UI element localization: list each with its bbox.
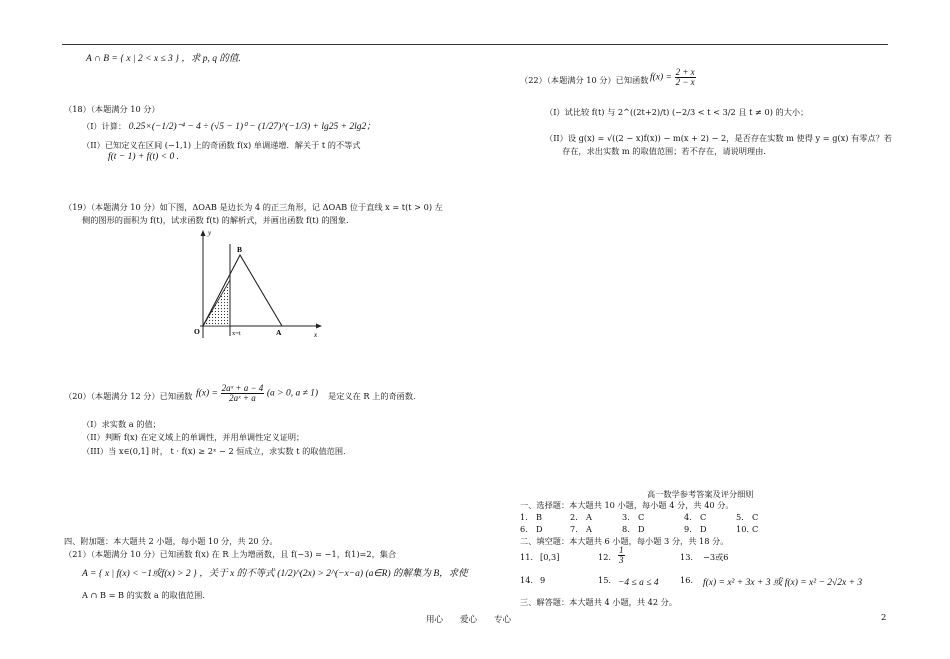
q20-func-lhs: f(x) =: [196, 388, 218, 399]
choice-number: 8.: [622, 524, 630, 534]
choice-number: 6.: [520, 524, 528, 534]
q20-fraction-denominator: 2aˣ + a: [229, 393, 256, 403]
choice-answer: D: [536, 524, 543, 534]
q19-line1: （19）（本题满分 10 分）如下图，ΔOAB 是边长为 4 的正三角形，记 ΔOAB 位于直线 x = t(t > 0) 左: [64, 202, 443, 212]
fill-12-fraction: [618, 546, 625, 565]
q22-part1: （I）试比较 f(t) 与 2^((2t+2)/t) (−2/3 < t < 3/2 且 t ≠ 0) 的大小；: [545, 107, 809, 117]
choice-number: 9.: [684, 524, 692, 534]
choice-number: 5.: [736, 512, 744, 522]
q21-line3: A ∩ B = B 的实数 a 的取值范围.: [82, 590, 205, 600]
q18-part1-label: （I）计算：: [82, 121, 127, 131]
fill-13-answer: −3或6: [703, 552, 729, 562]
choice-answer: D: [700, 524, 707, 534]
q20-fraction: [221, 384, 265, 403]
choice-answer: A: [586, 512, 592, 522]
q20-part2: （II）判断 f(x) 在定义域上的单调性，并用单调性定义证明；: [82, 432, 305, 442]
fill-11-number: 11.: [520, 552, 534, 562]
choice-answer: D: [638, 524, 645, 534]
fill-12-denominator: 3: [619, 555, 624, 565]
fill-16-answer: f(x) = x² + 3x + 3 或 f(x) = x² − 2√2x + 3: [703, 578, 863, 588]
x-equals-t-label: x=t: [232, 330, 241, 337]
q22-fraction: [675, 68, 696, 87]
extra-section-title: 四、附加题：本大题共 2 小题，每小题 10 分，共 20 分。: [64, 536, 278, 546]
footer-center: 用心 爱心 专心: [426, 615, 512, 625]
fill-12-numerator: 1: [619, 545, 624, 555]
q20-fraction-numerator: 2aˣ + a − 4: [221, 383, 264, 393]
point-b-label: B: [237, 245, 243, 254]
choice-number: 7.: [570, 524, 578, 534]
choice-number: 2.: [570, 512, 578, 522]
answers-section3: 三、解答题：本大题共 4 小题，共 42 分。: [520, 597, 678, 607]
q21-line2-set-a: A = { x | f(x) < −1或f(x) > 2 } ，关于 x 的不等式: [82, 569, 275, 579]
q20-part1: （I）求实数 a 的值；: [82, 419, 161, 429]
y-label: y: [208, 229, 212, 237]
fill-14-number: 14.: [520, 575, 534, 585]
fill-13-number: 13.: [680, 552, 694, 562]
fill-11-answer: [0,3]: [540, 552, 560, 562]
continuation-line: A ∩ B = { x | 2 < x ≤ 3 } ，求 p, q 的值.: [86, 54, 241, 64]
q20-condition: (a > 0, a ≠ 1): [266, 388, 319, 399]
choice-answer: C: [752, 524, 759, 534]
q18-part2-line1: （II）已知定义在区间 (−1,1) 上的奇函数 f(x) 单调递增．解关于 t 的不等式: [82, 140, 361, 150]
q22-func-lhs: f(x) =: [650, 72, 672, 83]
choice-answer: C: [638, 512, 645, 522]
q22-fraction-denominator: 2 − x: [675, 77, 695, 87]
q21-line2-inequality: (1/2)^(2x) > 2^(−x−a) (a∈R) 的解集为 B，求使: [277, 569, 468, 579]
q20-part3: （III）当 x∈(0,1] 时， t · f(x) ≥ 2ˣ − 2 恒成立，求实数 t 的取值范围.: [82, 446, 346, 456]
triangle-figure: [190, 226, 325, 342]
q22-part2-line1: （II）设 g(x) = √((2 − x)f(x)) − m(x + 2) − 2，是否存在实数 m 使得 y = g(x) 有零点？若: [545, 133, 892, 143]
choice-answer: C: [700, 512, 707, 522]
header-rule: [62, 44, 888, 45]
answers-section2: 二、填空题：本大题共 6 小题，每小题 3 分，共 18 分。: [520, 536, 729, 546]
y-axis-arrow-icon: [201, 230, 206, 236]
point-a-label: A: [276, 328, 282, 337]
choice-answer: C: [752, 512, 759, 522]
q21-line1: （21）（本题满分 10 分）已知函数 f(x) 在 R 上为增函数，且 f(−3) = −1，f(1)=2，集合: [64, 549, 397, 559]
fill-16-number: 16.: [680, 575, 694, 585]
point-o-label: O: [194, 327, 200, 336]
x-label: x: [314, 331, 318, 339]
answers-title: 高一数学参考答案及评分细则: [647, 489, 754, 499]
q18-part1-expression: 0.25×(−1/2)⁻⁴ − 4 ÷ (√5 − 1)⁰ − (1/27)^(−1/3) + lg25 + 2lg2；: [128, 122, 376, 132]
answers-section1: 一、选择题：本大题共 10 小题，每小题 4 分，共 40 分。: [520, 500, 734, 510]
q22-fraction-numerator: 2 + x: [675, 67, 695, 77]
choice-answer: A: [586, 524, 592, 534]
fill-15-number: 15.: [598, 575, 612, 585]
choice-number: 3.: [622, 512, 630, 522]
q18-part2-line2: f(t − 1) + f(t) < 0 .: [108, 152, 179, 162]
choice-number: 4.: [684, 512, 692, 522]
q18-title: （18）（本题满分 10 分）: [64, 104, 160, 114]
fill-15-answer: −4 ≤ a ≤ 4: [618, 578, 659, 588]
q22-part2-line2: 存在，求出实数 m 的取值范围；若不存在，请说明理由.: [562, 146, 766, 156]
fill-14-answer: 9: [540, 575, 546, 585]
q20-tail: 是定义在 R 上的奇函数.: [328, 391, 416, 401]
q19-line2: 侧的图形的面积为 f(t)，试求函数 f(t) 的解析式，并画出函数 f(t) 的图象.: [82, 215, 349, 225]
fill-12-number: 12.: [598, 552, 612, 562]
choice-number: 10.: [736, 524, 750, 534]
q22-title: （22）（本题满分 10 分）已知函数: [520, 75, 649, 85]
page-number: 2: [881, 613, 887, 623]
choice-answer: B: [536, 512, 543, 522]
q20-intro: （20）（本题满分 12 分）已知函数: [64, 391, 193, 401]
x-axis-arrow-icon: [316, 324, 322, 329]
choice-number: 1.: [520, 512, 528, 522]
